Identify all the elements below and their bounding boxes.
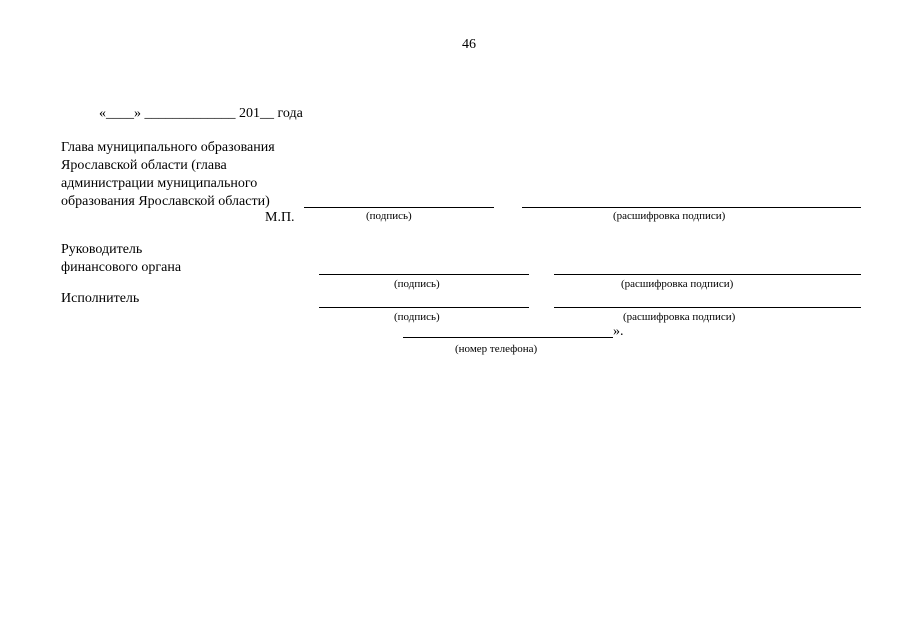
head-decoding-line <box>522 207 861 208</box>
executor-decoding-caption: (расшифровка подписи) <box>623 311 736 323</box>
head-title-line-2: Ярославской области (глава <box>61 158 227 173</box>
head-signature-caption: (подпись) <box>366 210 412 222</box>
page-number: 46 <box>462 37 476 52</box>
executor-label: Исполнитель <box>61 291 140 306</box>
finance-decoding-caption: (расшифровка подписи) <box>621 278 734 290</box>
phone-line-end: ». <box>613 324 624 339</box>
head-title-line-1: Глава муниципального образования <box>61 140 275 155</box>
seal-mark: М.П. <box>265 210 295 225</box>
finance-signature-line <box>319 274 529 275</box>
executor-decoding-line <box>554 307 861 308</box>
finance-title-line-2: финансового органа <box>61 260 182 275</box>
finance-title-line-1: Руководитель <box>61 242 143 257</box>
executor-signature-caption: (подпись) <box>394 311 440 323</box>
head-signature-line <box>304 207 494 208</box>
phone-line <box>403 337 613 338</box>
date-line: «____» _____________ 201__ года <box>99 106 303 121</box>
head-title-line-4: образования Ярославской области) <box>61 194 270 209</box>
head-title-line-3: администрации муниципального <box>61 176 258 191</box>
executor-signature-line <box>319 307 529 308</box>
finance-signature-caption: (подпись) <box>394 278 440 290</box>
phone-caption: (номер телефона) <box>455 343 538 355</box>
head-decoding-caption: (расшифровка подписи) <box>613 210 726 222</box>
finance-decoding-line <box>554 274 861 275</box>
